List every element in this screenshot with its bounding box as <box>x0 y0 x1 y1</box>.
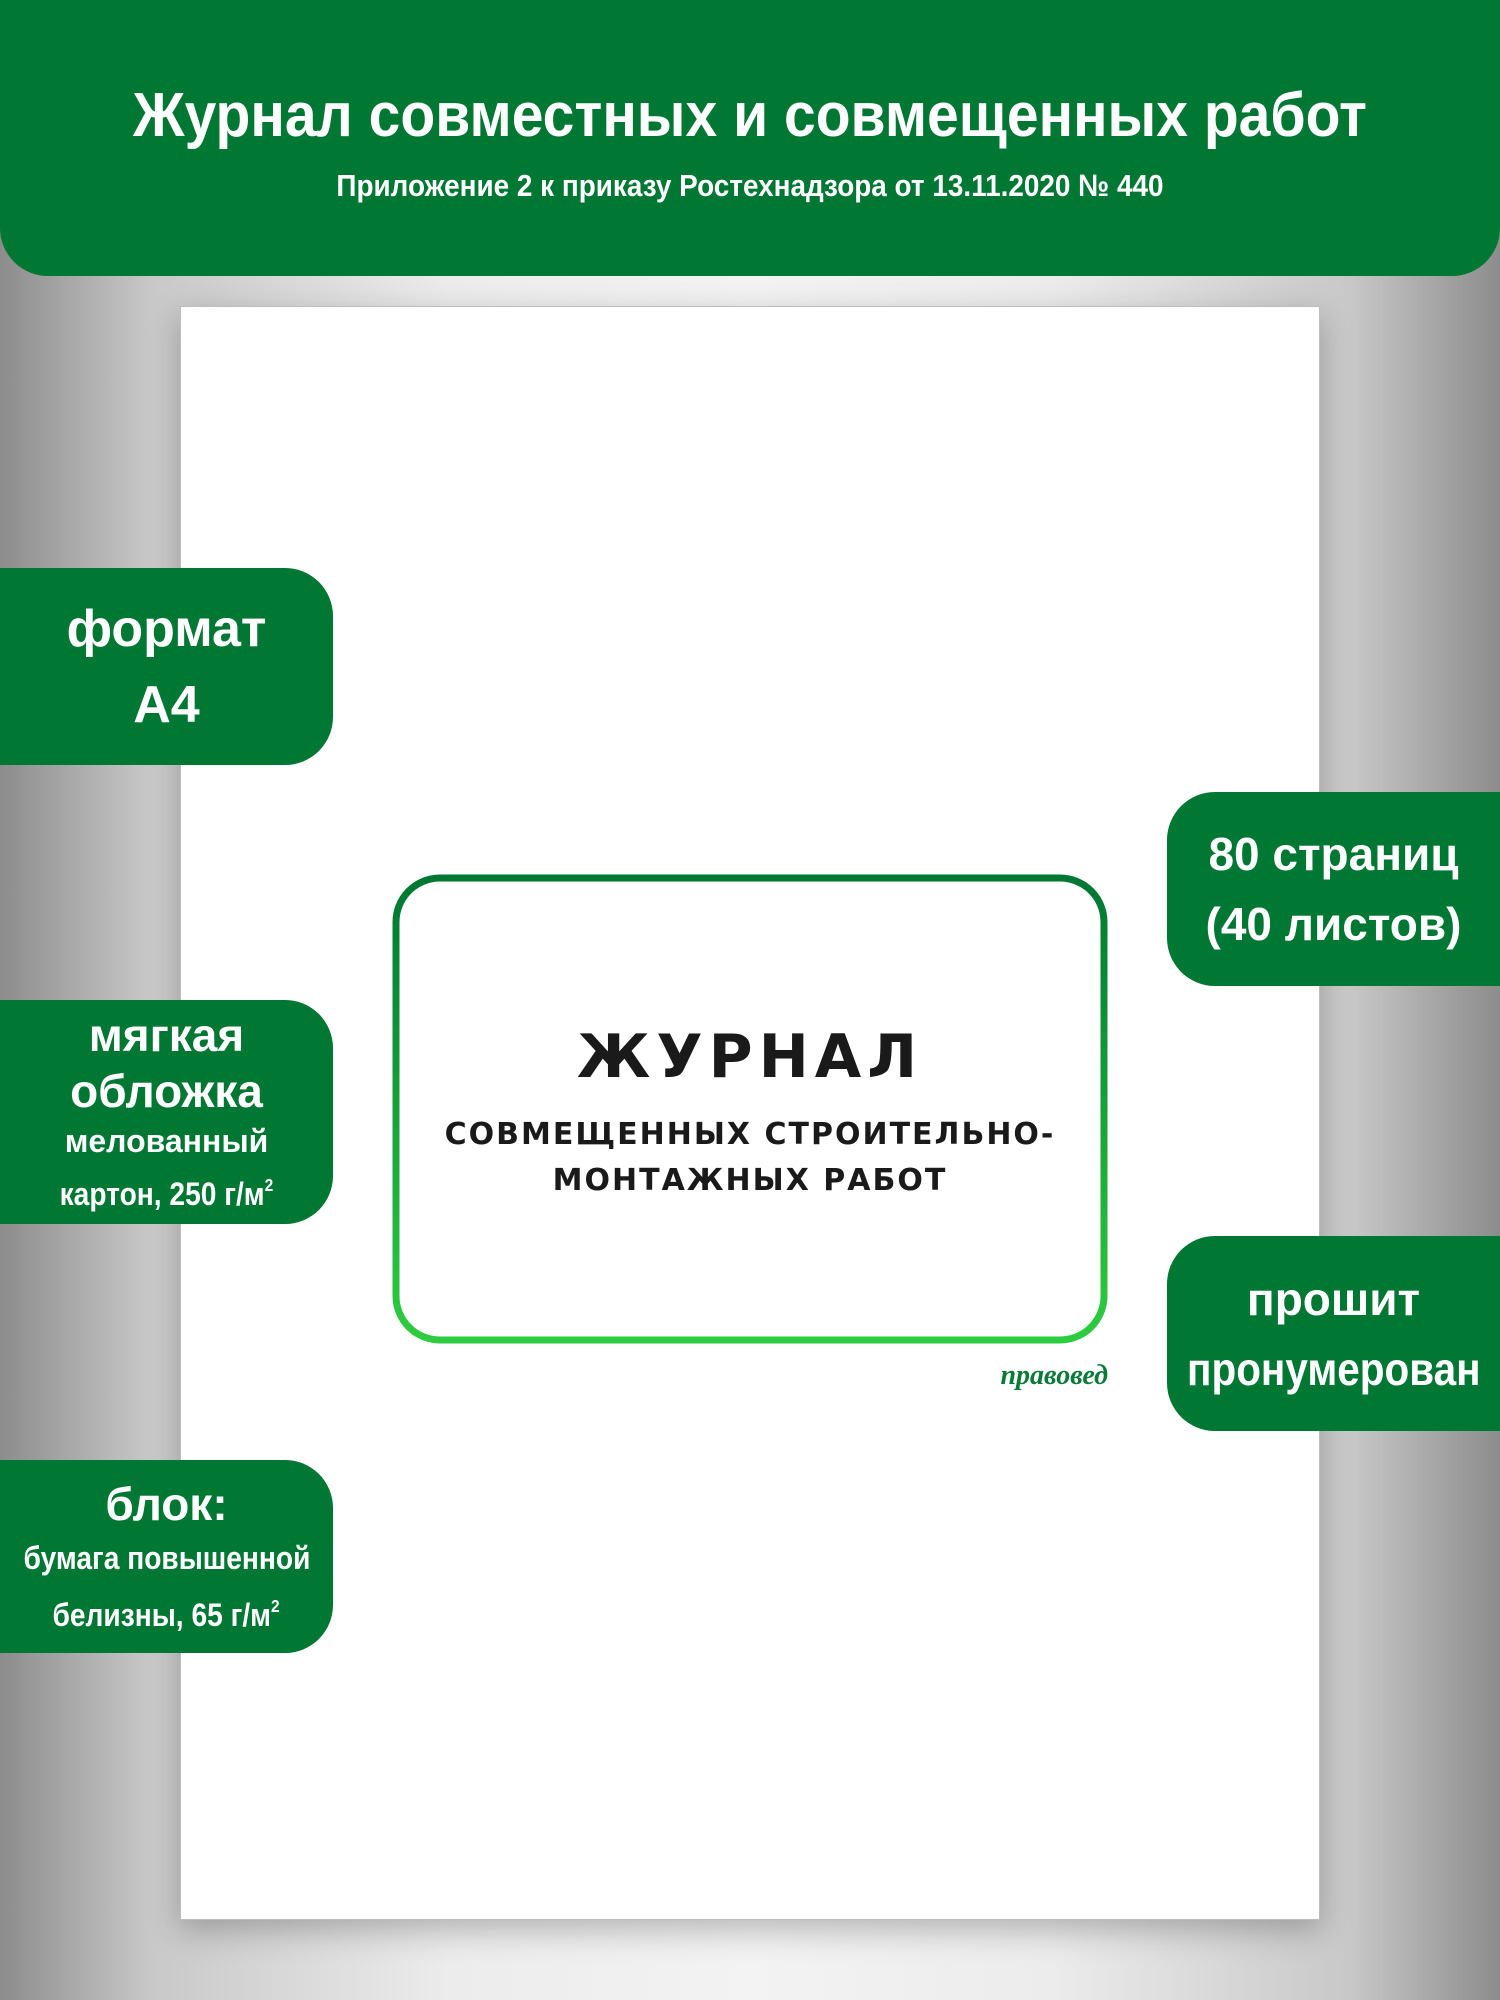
badge-pages-line1: 80 страниц <box>1208 828 1459 880</box>
page-title: Журнал совместных и совмещенных работ <box>133 81 1367 150</box>
badge-cover-line2: обложка <box>70 1065 263 1118</box>
cover-subtitle-line2: МОНТАЖНЫХ РАБОТ <box>552 1163 948 1198</box>
badge-cover-line4-text: картон, 250 г/м <box>59 1176 265 1213</box>
badge-sewn <box>1167 1236 1500 1431</box>
header-banner <box>0 0 1500 276</box>
badge-block-line2-text: бумага повышенной <box>23 1539 310 1576</box>
badge-pages-line2: (40 листов) <box>1205 898 1462 950</box>
cover-subtitle <box>392 1112 1108 1204</box>
cover-title: ЖУРНАЛ <box>576 1022 924 1092</box>
badge-format <box>0 568 333 765</box>
badge-block-line1: блок: <box>105 1477 228 1530</box>
badge-block <box>0 1460 333 1653</box>
badge-pages <box>1167 792 1500 986</box>
badge-sewn-line2 <box>1167 1334 1500 1404</box>
badge-sewn-line2-text: пронумерован <box>1186 1342 1481 1395</box>
badge-format-line1: формат <box>66 599 267 658</box>
badge-format-line2: А4 <box>133 675 200 734</box>
badge-cover-sup: 2 <box>264 1175 274 1196</box>
cover-subtitle-line1: СОВМЕЩЕННЫХ СТРОИТЕЛЬНО- <box>444 1117 1056 1152</box>
badge-cover-line4 <box>45 1163 288 1216</box>
badge-sewn-line1: прошит <box>1246 1272 1421 1325</box>
badge-block-line3 <box>37 1582 295 1639</box>
brand-logo-text: правовед <box>1000 1360 1108 1391</box>
badge-block-sup: 2 <box>271 1595 281 1616</box>
cover-title-frame <box>392 874 1108 1344</box>
badge-cover <box>0 1000 333 1224</box>
badge-cover-line1: мягкая <box>88 1009 245 1062</box>
badge-block-line3-text: белизны, 65 г/м <box>52 1597 272 1634</box>
page-subtitle: Приложение 2 к приказу Ростехнадзора от 13.11.2020 № 440 <box>336 168 1164 203</box>
badge-block-line2 <box>4 1534 330 1582</box>
badge-cover-line3: мелованный <box>64 1123 269 1160</box>
